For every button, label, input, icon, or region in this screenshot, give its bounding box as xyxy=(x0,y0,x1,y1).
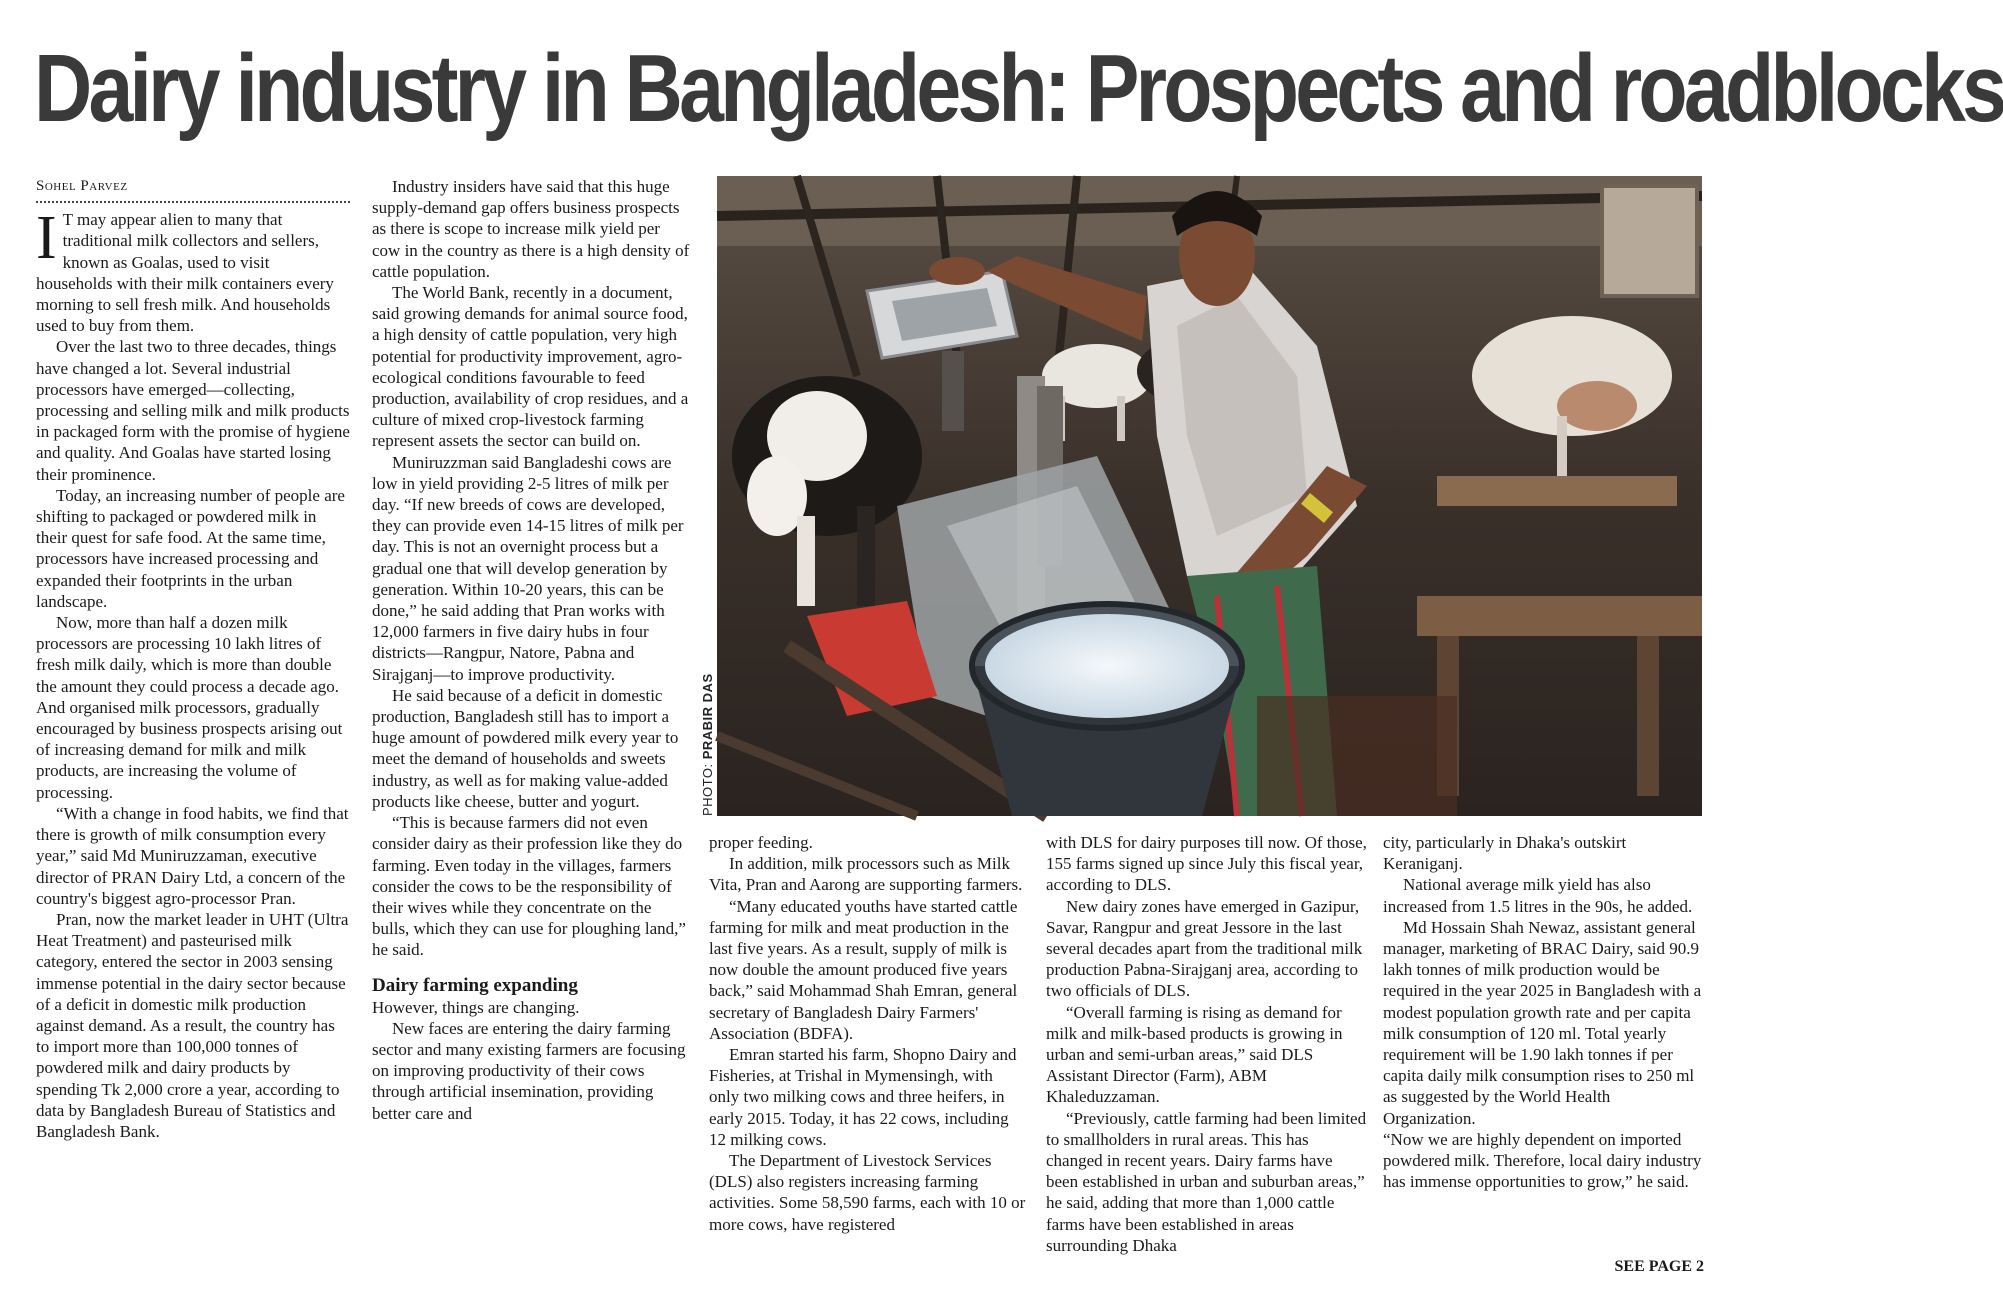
paragraph: The Department of Livestock Services (DLS) also registers increasing farming activities. Some 58,590 farms, each with 10 or more cows, have registered xyxy=(709,1151,1026,1234)
paragraph: The World Bank, recently in a document, said growing demands for animal source food, a high density of cattle population, very high potential for productivity improvement, agro-ecological conditions favourable to feed production, availability of crop residues, and a culture of mixed crop-livestock farming represent assets the sector can build on. xyxy=(372,283,689,451)
paragraph: Over the last two to three decades, things have changed a lot. Several industrial processors have emerged—collecting, processing and selling milk and milk products in packaged form with the promise of hygiene and quality. And Goalas have started losing their prominence. xyxy=(36,337,350,484)
drop-cap: I xyxy=(36,204,57,273)
paragraph: “Now we are highly dependent on imported powdered milk. Therefore, local dairy industry has immense opportunities to grow,” he said. xyxy=(1383,1129,1702,1192)
paragraph: Muniruzzman said Bangladeshi cows are low in yield providing 2-5 litres of milk per day. “If new breeds of cows are developed, they can provide even 14-15 litres of milk per day. This is not an overnight process but a gradual one that will develop generation by generation. Within 10-20 years, this can be done,” he said adding that Pran works with 12,000 farmers in five dairy hubs in four districts—Rangpur, Natore, Pabna and Sirajganj—to improve productivity. xyxy=(372,452,684,684)
column-5 xyxy=(1383,832,1703,1192)
paragraph: He said because of a deficit in domestic production, Bangladesh still has to import a huge amount of powdered milk every year to meet the demand of households and sweets industry, as well as for making value-added products like cheese, butter and yogurt. xyxy=(372,685,679,811)
headline: Dairy industry in Bangladesh: Prospects and roadblocks xyxy=(34,35,2003,142)
paragraph: “Many educated youths have started cattle farming for milk and meat production in the last five years. As a result, supply of milk is now double the amount produced five years back,” said Mohammad Shah Emran, general secretary of Bangladesh Dairy Farmers' Association (BDFA). xyxy=(709,896,1018,1043)
column-1 xyxy=(36,176,350,1142)
paragraph: “Overall farming is rising as demand for milk and milk-based products is growing in urban and semi-urban areas,” said DLS Assistant Director (Farm), ABM Khaleduzzaman. xyxy=(1046,1002,1343,1107)
paragraph: “This is because farmers did not even consider dairy as their profession like they do farming. Even today in the villages, farmers consider the cows to be the responsibility of their wives while they concentrate on the bulls, which they can use for ploughing land,” he said. xyxy=(372,813,686,960)
paragraph: I T may appear alien to many that traditional milk collectors and sellers, known as Goalas, used to visit households with their milk containers every morning to sell fresh milk. And households used to buy from them. xyxy=(36,204,334,336)
paragraph: city, particularly in Dhaka's outskirt Keraniganj. xyxy=(1383,833,1627,874)
paragraph: In addition, milk processors such as Milk Vita, Pran and Aarong are supporting farmers. xyxy=(709,854,1023,895)
paragraph: Md Hossain Shah Newaz, assistant general manager, marketing of BRAC Dairy, said 90.9 lakh tonnes of milk production would be required in the year 2025 in Bangladesh with a modest population growth rate and per capita milk consumption of 120 ml. Total yearly requirement will be 1.90 lakh tonnes if per capita daily milk consumption rises to 250 ml as suggested by the World Health Organization. xyxy=(1383,917,1702,1128)
dairy-farm-photo xyxy=(717,176,1702,816)
column-2 xyxy=(372,176,692,1124)
paragraph: New dairy zones have emerged in Gazipur, Savar, Rangpur and great Jessore in the last several decades apart from the traditional milk production Pabna-Sirajganj area, according to two officials of DLS. xyxy=(1046,896,1363,1001)
column-4 xyxy=(1046,832,1368,1256)
paragraph: “With a change in food habits, we find that there is growth of milk consumption every year,” said Md Muniruzzaman, executive director of PRAN Dairy Ltd, a concern of the country's biggest agro-processor Pran. xyxy=(36,803,349,908)
paragraph: Now, more than half a dozen milk processors are processing 10 lakh litres of fresh milk daily, which is more than double the amount they could process a decade ago. And organised milk processors, gradually encouraged by business prospects arising out of increasing demand for milk and milk products, are increasing the volume of processing. xyxy=(36,613,343,802)
paragraph: proper feeding. xyxy=(709,833,813,852)
paragraph: However, things are changing. xyxy=(372,997,580,1017)
byline: Sohel Parvez xyxy=(36,176,350,203)
paragraph: Pran, now the market leader in UHT (Ultra Heat Treatment) and pasteurised milk category, entered the sector in 2003 sensing immense potential in the dairy sector because of a deficit in domestic milk production against demand. As a result, the country has to import more than 100,000 tonnes of powdered milk and dairy products by spending Tk 2,000 crore a year, according to data by Bangladesh Bureau of Statistics and Bangladesh Bank. xyxy=(36,909,349,1141)
paragraph: New faces are entering the dairy farming sector and many existing farmers are focusing on improving productivity of their cows through artificial insemination, providing better care and xyxy=(372,1018,686,1123)
paragraph: Today, an increasing number of people are shifting to packaged or powdered milk in their quest for safe food. At the same time, processors have increased processing and expanded their footprints in the urban landscape. xyxy=(36,485,345,611)
paragraph: Industry insiders have said that this huge supply-demand gap offers business prospects as there is scope to increase milk yield per cow in the country as there is a high density of cattle population. xyxy=(372,177,690,281)
paragraph: with DLS for dairy purposes till now. Of those, 155 farms signed up since July this fiscal year, according to DLS. xyxy=(1046,833,1367,895)
photo-credit: PHOTO: PRABIR DAS xyxy=(700,673,715,816)
paragraph: “Previously, cattle farming had been limited to smallholders in rural areas. This has changed in recent years. Dairy farms have been established in urban and suburban areas,” he said, adding that more than 1,000 cattle farms have been established in areas surrounding Dhaka xyxy=(1046,1108,1367,1255)
paragraph: National average milk yield has also increased from 1.5 litres in the 90s, he added. xyxy=(1383,875,1693,916)
column-3 xyxy=(709,832,1027,1235)
see-page-link[interactable]: SEE PAGE 2 xyxy=(1614,1258,1704,1275)
paragraph: Emran started his farm, Shopno Dairy and Fisheries, at Trishal in Mymensingh, with only two milking cows and three heifers, in early 2015. Today, it has 22 cows, including 12 milking cows. xyxy=(709,1045,1017,1149)
subheading: Dairy farming expanding xyxy=(372,974,578,996)
